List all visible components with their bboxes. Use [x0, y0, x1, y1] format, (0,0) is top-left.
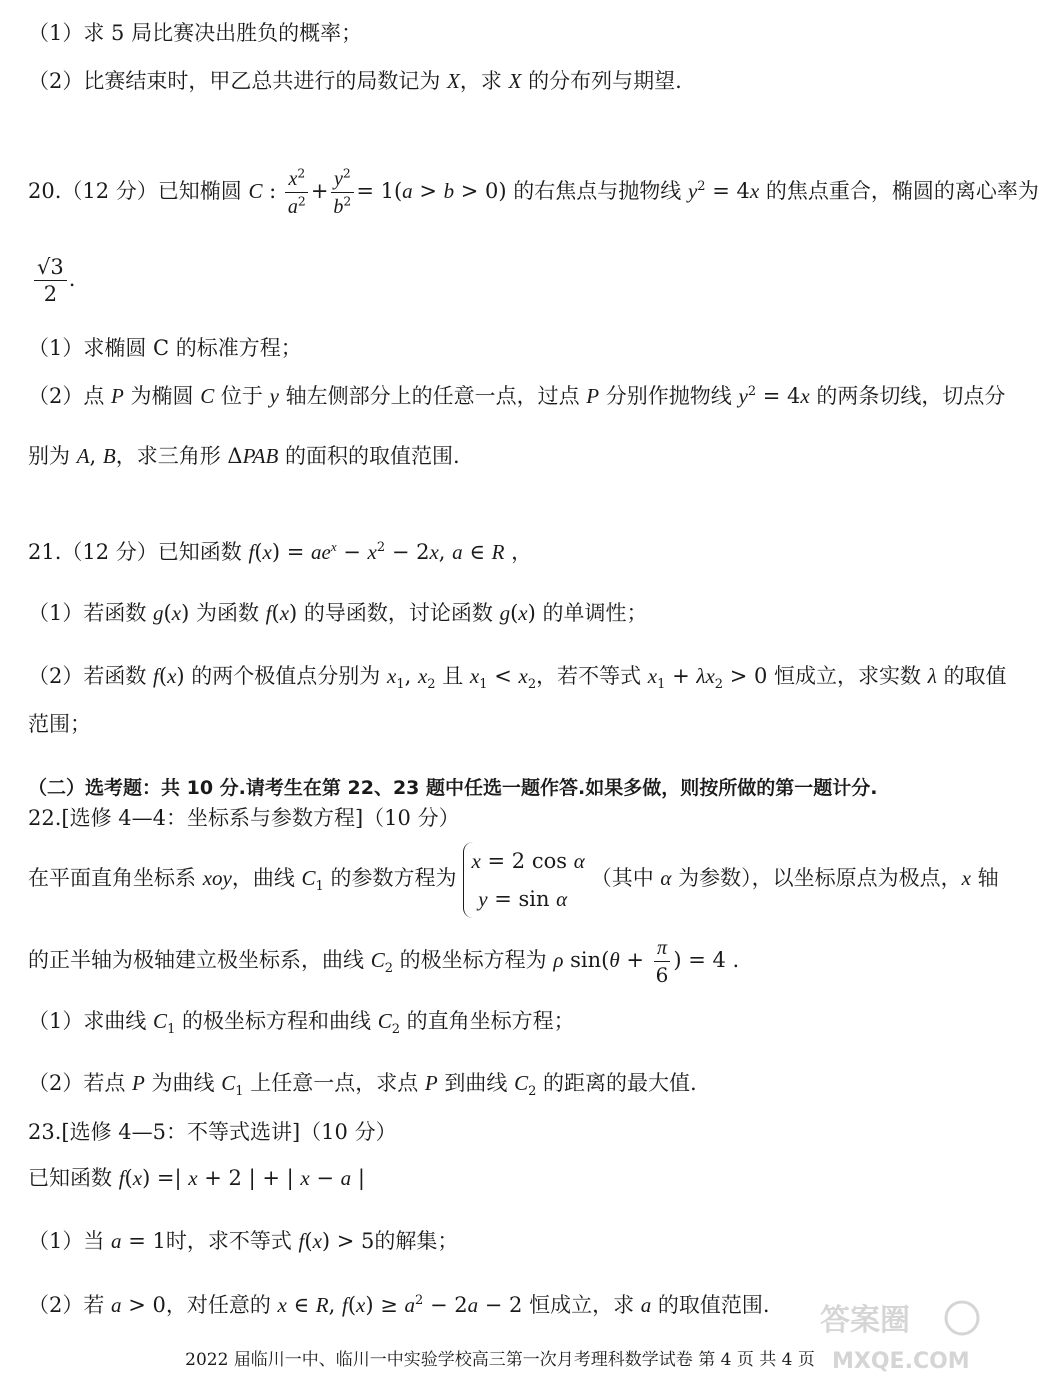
q20-part1: （1）求椭圆 C 的标准方程；: [28, 336, 302, 360]
eccentricity-fraction: $\frac{√3}{2}$ .: [32, 254, 75, 307]
q22-part1: （1）求曲线 $C_1$ 的极坐标方程和曲线 $C_2$ 的直角坐标方程；: [28, 1009, 575, 1038]
q23-part2: （2）若 a > 0，对任意的 x ∈ R, $f(x) \ge a^2 - 2a - 2$ 恒成立，求 a 的取值范围.: [28, 1293, 770, 1317]
q22-body-cont: 的正半轴为极轴建立极坐标系，曲线 $C_2$ 的极坐标方程为 ρ sin(θ + $\frac{\pi}{6}$ ) = 4 .: [28, 937, 740, 987]
q20-header: 20.（12 分）已知椭圆 C : $\frac{x^2}{a^2}$ + $\frac{y^2}{b^2}$ = 1(a > b > 0) 的右焦点与抛物线 $y^2 = 4x$ 的焦点重合，椭圆的离心率为: [28, 165, 1039, 218]
q23-part1: （1）当 a = 1时，求不等式 f(x) > 5的解集；: [28, 1229, 459, 1253]
parametric-system: x = 2 cos α y = sin α: [463, 842, 585, 918]
q21-part2: （2）若函数 f(x) 的两个极值点分别为 $x_1$, $x_2$ 且 $x_1 < x_2$，若不等式 $x_1 + \lambda x_2 > 0$ 恒成立，求实数 λ 的取值: [28, 664, 1007, 693]
q23-header: 23.[选修 4—5：不等式选讲]（10 分）: [28, 1120, 397, 1144]
q19-part2: （2）比赛结束时，甲乙总共进行的局数记为 X，求 X 的分布列与期望.: [28, 69, 682, 93]
q21-part1: （1）若函数 g(x) 为函数 f(x) 的导函数，讨论函数 g(x) 的单调性；: [28, 601, 648, 625]
q22-part2: （2）若点 P 为曲线 $C_1$ 上任意一点，求点 P 到曲线 $C_2$ 的距离的最大值.: [28, 1071, 697, 1100]
q20-part2: （2）点 P 为椭圆 C 位于 y 轴左侧部分上的任意一点，过点 P 分别作抛物线 $y^2 = 4x$ 的两条切线，切点分: [28, 384, 1006, 408]
q21-part2-cont: 范围；: [28, 712, 91, 736]
watermark-url: MXQE.COM: [832, 1349, 970, 1374]
watermark-title: 答案圈: [820, 1303, 910, 1338]
q19-part1: （1）求 5 局比赛决出胜负的概率；: [28, 21, 363, 45]
q22-header: 22.[选修 4—4：坐标系与参数方程]（10 分）: [28, 806, 460, 830]
q22-body: 在平面直角坐标系 xoy，曲线 $C_1$ 的参数方程为 x = 2 cos α y = sin α （其中 α 为参数），以坐标原点为极点，x 轴: [28, 840, 999, 918]
q21-header: 21.（12 分）已知函数 $f(x) = ae^x - x^2 - 2x$, a ∈ R ，: [28, 539, 533, 564]
page-footer: 2022 届临川一中、临川一中实验学校高三第一次月考理科数学试卷 第 4 页 共 4 页: [185, 1350, 815, 1370]
watermark-logo-icon: [812, 1296, 982, 1376]
q20-part2-cont: 别为 A, B，求三角形 ΔPAB 的面积的取值范围.: [28, 444, 460, 468]
section-elective-heading: （二）选考题：共 10 分.请考生在第 22、23 题中任选一题作答.如果多做，则按所做的第一题计分.: [28, 777, 878, 799]
q23-body: 已知函数 f(x) =| x + 2 | + | x − a |: [28, 1166, 365, 1190]
